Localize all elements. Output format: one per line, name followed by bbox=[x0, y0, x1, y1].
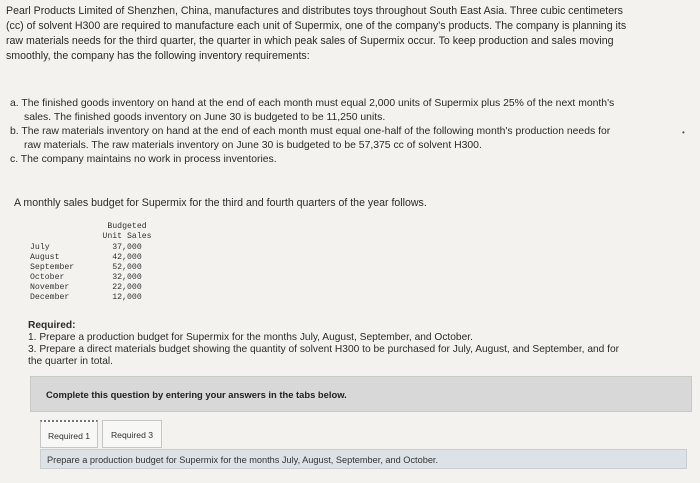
sales-budget-intro: A monthly sales budget for Supermix for the third and fourth quarters of the year follows. bbox=[14, 197, 427, 209]
units-cell: 42,000 bbox=[112, 253, 142, 262]
table-row bbox=[22, 293, 152, 303]
tab-prompt: Prepare a production budget for Supermix for the months July, August, September, and October. bbox=[40, 449, 687, 469]
table-row bbox=[22, 273, 152, 283]
intro-line: (cc) of solvent H300 are required to manufacture each unit of Supermix, one of the company's products. The company is planning its bbox=[6, 20, 627, 32]
required-title: Required: bbox=[28, 320, 76, 331]
month-cell: October bbox=[30, 273, 65, 282]
required-item-1: 1. Prepare a production budget for Supermix for the months July, August, September, and October. bbox=[28, 332, 473, 343]
requirement-a: a. The finished goods inventory on hand at the end of each month must equal 2,000 units of Supermix plus 25% of the next month's bbox=[10, 98, 615, 109]
intro-line: Pearl Products Limited of Shenzhen, China, manufactures and distributes toys throughout South East Asia. Three cubic centimeters bbox=[6, 5, 623, 17]
instructions-text: Complete this question by entering your answers in the tabs below. bbox=[46, 389, 347, 400]
required-item-3-cont: the quarter in total. bbox=[28, 356, 113, 367]
requirement-c: c. The company maintains no work in process inventories. bbox=[10, 154, 277, 165]
stray-dot: • bbox=[682, 128, 685, 137]
month-cell: November bbox=[30, 283, 70, 292]
month-cell: August bbox=[30, 253, 60, 262]
month-cell: September bbox=[30, 263, 75, 272]
units-cell: 22,000 bbox=[112, 283, 142, 292]
units-cell: 32,000 bbox=[112, 273, 142, 282]
tab-required-1[interactable]: Required 1 bbox=[40, 420, 98, 448]
required-item-3: 3. Prepare a direct materials budget showing the quantity of solvent H300 to be purchased for July, August, and September, and for bbox=[28, 344, 620, 355]
instructions-banner bbox=[30, 376, 692, 412]
intro-line: smoothly, the company has the following inventory requirements: bbox=[6, 50, 310, 62]
table-row bbox=[22, 243, 152, 253]
requirement-b: b. The raw materials inventory on hand at the end of each month must equal one-half of the following month's production needs for bbox=[10, 126, 611, 137]
month-cell: December bbox=[30, 293, 70, 302]
units-cell: 52,000 bbox=[112, 263, 142, 272]
problem-intro bbox=[6, 4, 694, 64]
inventory-requirements bbox=[10, 97, 694, 167]
tab-required-3[interactable]: Required 3 bbox=[102, 420, 162, 448]
units-cell: 37,000 bbox=[112, 243, 142, 252]
intro-line: raw materials needs for the third quarter, the quarter in which peak sales of Supermix occur. To keep production and sales moving bbox=[6, 35, 614, 47]
table-header: Unit Sales bbox=[102, 232, 152, 241]
table-row bbox=[22, 263, 152, 273]
table-header: Budgeted bbox=[107, 222, 147, 231]
month-cell: July bbox=[30, 243, 50, 252]
units-cell: 12,000 bbox=[112, 293, 142, 302]
requirement-b-cont: raw materials. The raw materials inventory on June 30 is budgeted to be 57,375 cc of solvent H300. bbox=[24, 140, 482, 151]
table-row bbox=[22, 253, 152, 263]
required-section bbox=[28, 320, 678, 368]
table-row bbox=[22, 283, 152, 293]
requirement-a-cont: sales. The finished goods inventory on June 30 is budgeted to be 11,250 units. bbox=[24, 112, 386, 123]
